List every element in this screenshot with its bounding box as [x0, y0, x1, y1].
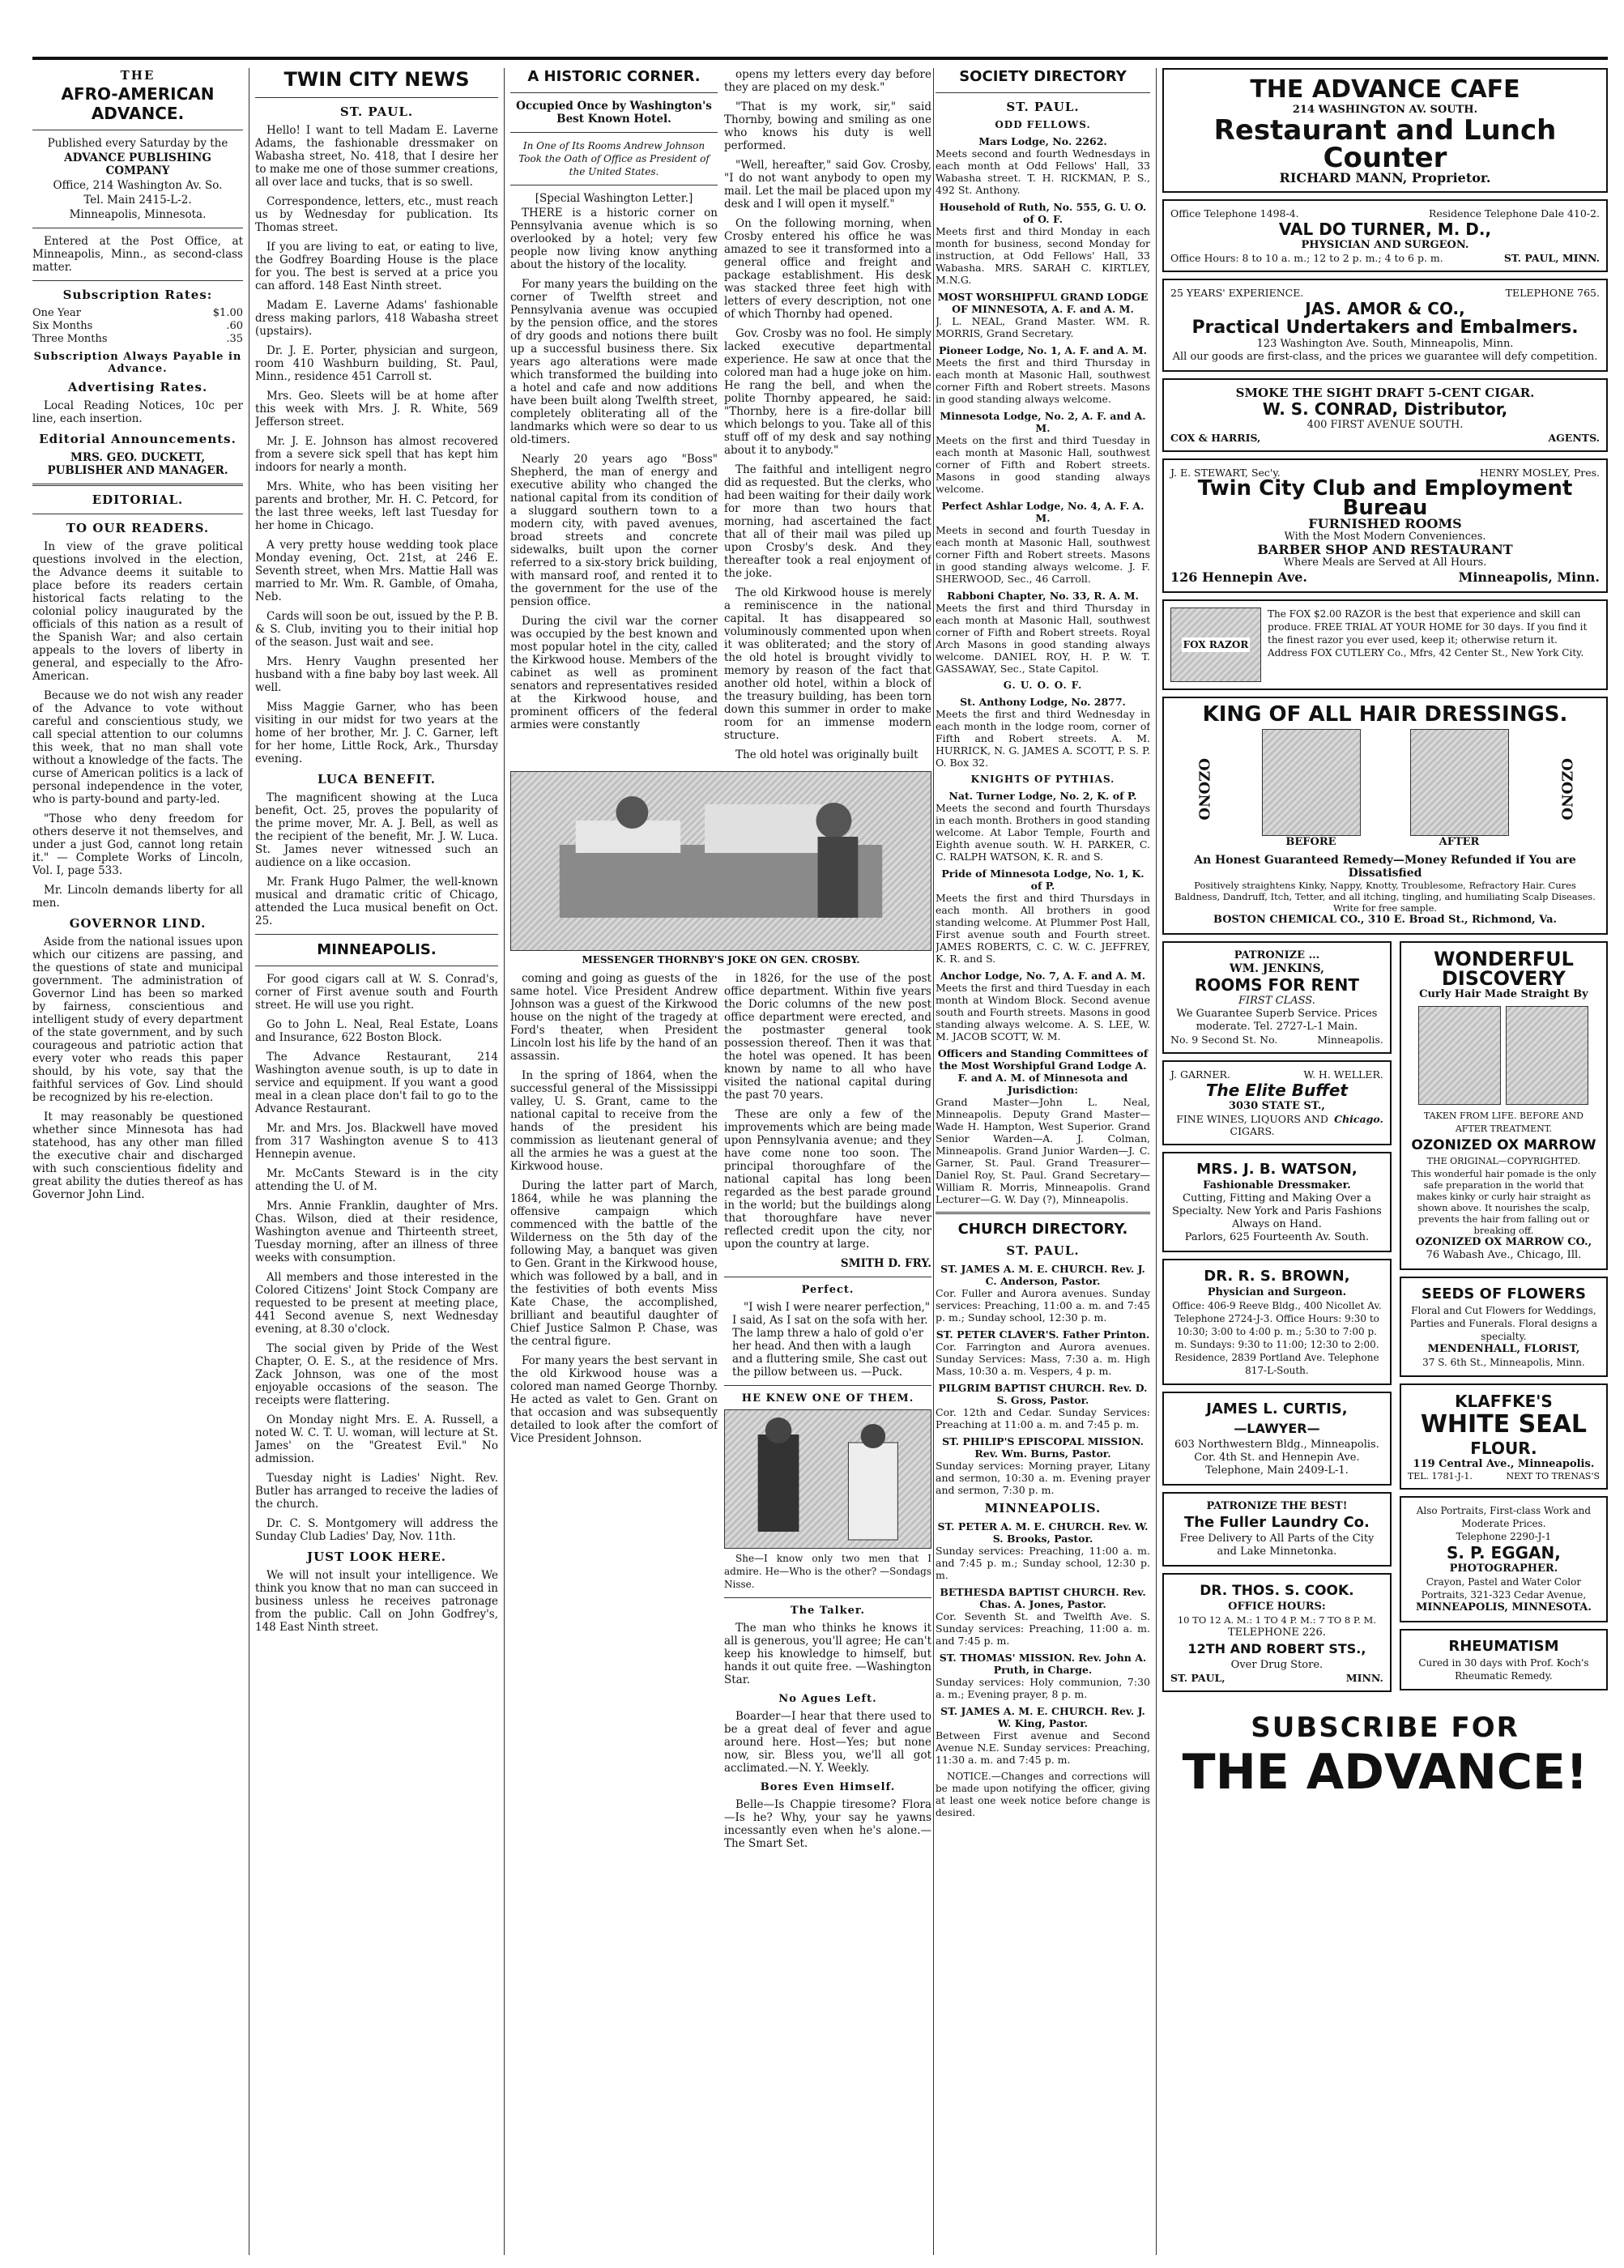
- luca-heading: LUCA BENEFIT.: [318, 772, 436, 787]
- entered-note: Entered at the Post Office, at Minneapolis, Minn., as second-class matter.: [32, 235, 243, 274]
- rheumatism-ad: RHEUMATISM Cured in 30 days with Prof. Koch's Rheumatic Remedy.: [1400, 1629, 1608, 1690]
- church-entry: PILGRIM BAPTIST CHURCH. Rev. D. S. Gross, Pastor. Cor. 12th and Cedar. Sunday Services: Preaching at 11:00 a. m. and 7:45 p. m.: [936, 1382, 1150, 1430]
- directory-notice: NOTICE.—Changes and corrections will be made upon notifying the officer, giving at least one week notice before change is desired.: [936, 1771, 1150, 1818]
- news-item: Cards will soon be out, issued by the P. B. & S. Club, inviting you to their initial hop of the season. Just wait and see.: [255, 610, 498, 649]
- subscribe-line-1: SUBSCRIBE FOR: [1251, 1712, 1520, 1744]
- news-item: Mr. McCants Steward is in the city attending the U. of M.: [255, 1167, 498, 1193]
- masthead-the: THE: [120, 68, 156, 83]
- directory-stpaul: ST. PAUL.: [1006, 100, 1080, 114]
- news-item: Mrs. Henry Vaughn presented her husband with a fine baby boy last week. All well.: [255, 655, 498, 694]
- club-meals: Where Meals are Served at All Hours.: [1283, 556, 1487, 569]
- church-directory-heading: CHURCH DIRECTORY.: [957, 1221, 1128, 1238]
- news-item: Go to John L. Neal, Real Estate, Loans and Insurance, 622 Boston Block.: [255, 1018, 498, 1044]
- news-item: Dr. C. S. Montgomery will address the Sunday Club Ladies' Day, Nov. 11th.: [255, 1517, 498, 1543]
- news-item: Miss Maggie Garner, who has been visiting in our midst for two years at the home of her brother, Mr. J. C. Garner, left for her home, Little Rock, Ark., Thursday evening.: [255, 701, 498, 765]
- article-paragraph: For many years the building on the corner of Twelfth street and Pennsylvania avenue was occupied by the pension office, and the stores of dry goods and notions there built up a successful business there. Six years ago alterations were made which transformed the building into a hotel and cafe and now additions have been built along Twelfth street, completely obliterating all of the landmarks which were so dear to us old-timers.: [510, 278, 718, 446]
- news-item: Mr. and Mrs. Jos. Blackwell have moved from 317 Washington avenue S to 413 Hennepin avenue.: [255, 1122, 498, 1161]
- news-item: Correspondence, letters, etc., must reach us by Wednesday for publication. Its Thomas street.: [255, 195, 498, 234]
- fox-razor-ad: [1162, 599, 1608, 690]
- lodge-entry: Mars Lodge, No. 2262. Meets second and fourth Wednesdays in each month at Odd Fellows' Hall, 33 Wabasha street. T. H. RICKMAN, P. S., 492 St. Anthony.: [936, 135, 1150, 196]
- guoof-heading: G. U. O. O. F.: [1003, 680, 1083, 691]
- news-item: We will not insult your intelligence. We think you know that no man can succeed in business unless he receives patronage from the public. Call on John Godfrey's, 148 East Ninth street.: [255, 1569, 498, 1634]
- article-paragraph: "That is my work, sir," said Thornby, bowing and smiling as one who knows his duty is well performed.: [724, 100, 931, 152]
- club-barber: BARBER SHOP AND RESTAURANT: [1257, 542, 1513, 557]
- buffet-name: The Elite Buffet: [1205, 1081, 1348, 1100]
- masthead-title: AFRO-AMERICAN ADVANCE.: [61, 84, 215, 123]
- cafe-proprietor: RICHARD MANN, Proprietor.: [1279, 170, 1491, 185]
- subscribe-line-2: THE ADVANCE!: [1182, 1744, 1588, 1801]
- rooms-headline: ROOMS FOR RENT: [1194, 975, 1359, 995]
- brown-physician-ad: DR. R. S. BROWN, Physician and Surgeon. Office: 406-9 Reeve Bldg., 400 Nicollet Av. Telephone 2724-J-3. Office Hours: 9:30 to 10:30; 3:00 to 4:00 p. m.; 5:30 to 7:00 p. m. Sundays: 9:30 to 11:00; 12:30 to 2:00. Residence, 2839 Portland Ave. Telephone 817-L-South.: [1162, 1259, 1392, 1385]
- news-item: The magnificent showing at the Luca benefit, Oct. 25, proves the popularity of the prime mover, Mr. A. J. Bell, as well as the recipient of the benefit, Mr. J. W. Luca. St. James never witnessed such an audience on a like occasion.: [255, 791, 498, 869]
- talker-text: The man who thinks he knows it all is generous, you'll agree; He can't keep his knowledge to himself, but hands it out quite free. —Washington Star.: [724, 1622, 931, 1686]
- amor-name: JAS. AMOR & CO.,: [1305, 299, 1465, 318]
- razor-icon: FOX RAZOR: [1170, 608, 1261, 682]
- before-portrait: [1418, 1006, 1501, 1105]
- article-paragraph: On the following morning, when Crosby entered his office he was amazed to see it transformed into a general office and freight and package establishment. His desk was stacked three feet high with letters of every description, not one of which Thornby had opened.: [724, 217, 931, 321]
- church-entry: BETHESDA BAPTIST CHURCH. Rev. Chas. A. Jones, Pastor. Cor. Seventh St. and Twelfth Ave. S. Sunday services: Preaching, 11:00 a. m. and 7:45 p. m.: [936, 1586, 1150, 1647]
- article-paragraph: The old Kirkwood house is merely a reminiscence in the national capital. It has disappeared so voluminously commented upon when it was obliterated; and the story of the old hotel is brought vividly to memory by reason of the fact that another old hotel, within a block of the treasury building, has been torn down this summer in order to make room for an immense modern structure.: [724, 586, 931, 742]
- cartoon-heading: HE KNEW ONE OF THEM.: [741, 1392, 914, 1405]
- cigar-headline: SMOKE THE SIGHT DRAFT 5-CENT CIGAR.: [1235, 386, 1535, 400]
- article-paragraph: "Well, hereafter," said Gov. Crosby, "I do not want anybody to open my mail. Let the mail be placed upon my desk and I will open it myself.": [724, 159, 931, 211]
- article-paragraph: During the civil war the corner was occupied by the best known and most popular hotel in the city, called the Kirkwood house. Members of the cabinet as well as prominent senators and representatives resided at the Kirkwood house, and prominent officers of the federal armies were constantly: [510, 615, 718, 731]
- church-entry: ST. THOMAS' MISSION. Rev. John A. Pruth, in Charge. Sunday services: Holy communion, 7:30 a. m.; Evening prayer, 8 p. m.: [936, 1652, 1150, 1700]
- stpaul-heading: ST. PAUL.: [339, 104, 414, 119]
- news-item: Mrs. White, who has been visiting her parents and brother, Mr. H. C. Petcord, for the last three weeks, left last Tuesday for her home in Chicago.: [255, 480, 498, 532]
- doctor-name: VAL DO TURNER, M. D.,: [1278, 220, 1492, 239]
- article-paragraph: in 1826, for the use of the post office department. Within five years the Doric columns of the new post office department were erected, and the postmaster general took possession thereof. Then it was that the hotel was opened. It has been known by name to all who have visited the national capital during the past 70 years.: [724, 972, 931, 1102]
- cafe-name: THE ADVANCE CAFE: [1250, 75, 1520, 104]
- jenkins-rooms-ad: PATRONIZE ... WM. JENKINS, ROOMS FOR RENT FIRST CLASS. We Guarantee Superb Service. Prices moderate. Tel. 2727-L-1 Main. No. 9 Second St. No. Minneapolis.: [1162, 941, 1392, 1054]
- poem-heading: Perfect.: [801, 1284, 855, 1296]
- curtis-lawyer-ad: JAMES L. CURTIS, —LAWYER— 603 Northwestern Bldg., Minneapolis. Cor. 4th St. and Hennepin Ave. Telephone, Main 2409-L-1.: [1162, 1392, 1392, 1486]
- directory-column: [936, 68, 1150, 2255]
- article-paragraph: opens my letters every day before they are placed on my desk.": [724, 68, 931, 94]
- article-byline: SMITH D. FRY.: [840, 1257, 931, 1270]
- article-paragraph: THERE is a historic corner on Pennsylvania avenue which is so overlooked by a hotel; very few people now living know anything about the history of the locality.: [510, 207, 718, 271]
- article-paragraph: Gov. Crosby was no fool. He simply lacked executive departmental experience. He saw at once that the colored man had a huge joke on him. He rang the bell, and when the polite Thornby appeared, he said: "Thornby, here is a fire-dollar bill which belongs to you. Take all of this stuff off of my desk and say nothing about it to anybody.": [724, 327, 931, 457]
- church-entry: ST. PHILIP'S EPISCOPAL MISSION. Rev. Wm. Burns, Pastor. Sunday services: Morning prayer, Litany and sermon, 10:30 a. m. Evening prayer and sermon, 7:30 p. m.: [936, 1435, 1150, 1496]
- poem-text: "I wish I were nearer perfection," I said, As I sat on the sofa with her. The lamp threw a halo of gold o'er her head. And then with a laugh and a fluttering smile, She cast out the pillow between us. —Puck.: [732, 1301, 931, 1379]
- club-modern: With the Most Modern Conveniences.: [1284, 531, 1486, 543]
- cafe-tagline: Restaurant and Lunch Counter: [1213, 114, 1557, 174]
- news-item: A very pretty house wedding took place Monday evening, Oct. 21st, at 246 E. Seventh street, when Mrs. Mattie Hall was married to Mr. Wm. R. Gamble, of Omaha, Neb.: [255, 539, 498, 603]
- amor-note: All our goods are first-class, and the prices we guarantee will defy competition.: [1172, 351, 1598, 363]
- article-paragraph: During the latter part of March, 1864, while he was planning the offensive campaign which commenced with the battle of the Wilderness on the 5th day of the following May, a banquet was given to Gen. Grant in the Kirkwood house, which was followed by a ball, and in the festivities of both events Miss Kate Chase, the accomplished, brilliant and beautiful daughter of Chief Justice Salmon P. Chase, was the central figure.: [510, 1179, 718, 1348]
- news-item: Mrs. Annie Franklin, daughter of Mrs. Chas. Wilson, died at their residence, Washington avenue and Thirteenth street, Tuesday morning, after an illness of three weeks with consumption.: [255, 1200, 498, 1264]
- article-paragraph: The faithful and intelligent negro did as requested. But the clerks, who had been waiting for their daily work for more than two hours that morning, had ascertained the fact that all of their mail was piled up upon Crosby's desk. And they thereafter took a real enjoyment of the joke.: [724, 463, 931, 580]
- twin-city-club-ad: J. E. STEWART, Sec'y. HENRY MOSLEY, Pres. Twin City Club and Employment Bureau FURNISHED ROOMS With the Most Modern Conveniences. BARBER SHOP AND RESTAURANT Where Meals are Served at All Hours. 126 Hennepin Ave. Minneapolis, Minn.: [1162, 458, 1608, 593]
- news-item: The social given by Pride of the West Chapter, O. E. S., at the residence of Mrs. Zack Johnson, was one of the most enjoyable occasions of the season. The receipts were flattering.: [255, 1342, 498, 1407]
- amor-undertakers-ad: 25 YEARS' EXPERIENCE. TELEPHONE 765. JAS. AMOR & CO., Practical Undertakers and Embalmers. 123 Washington Ave. South, Minneapolis, Minn. All our goods are first-class, and the prices we guarantee will defy competition.: [1162, 279, 1608, 372]
- after-portrait: [1506, 1006, 1588, 1105]
- twin-city-news-column: [255, 68, 498, 2255]
- news-item: Mr. J. E. Johnson has almost recovered from a severe sick spell that has kept him indoors for nearly a month.: [255, 435, 498, 474]
- publisher-line: MRS. GEO. DUCKETT, PUBLISHER AND MANAGER.: [47, 451, 228, 477]
- after-portrait: [1410, 729, 1509, 836]
- cigar-distributor: W. S. CONRAD, Distributor,: [1262, 399, 1508, 419]
- illustration-caption: MESSENGER THORNBY'S JOKE ON GEN. CROSBY.: [582, 954, 860, 966]
- advance-cafe-ad: [1162, 68, 1608, 193]
- lodge-entry: Pioneer Lodge, No. 1, A. F. and A. M. Meets the first and third Thursday in each month at Masonic Hall, southwest corner Fifth and Robert streets. Masons in good standing always welcome.: [936, 344, 1150, 405]
- knights-heading: KNIGHTS OF PYTHIAS.: [970, 774, 1115, 785]
- readers-paragraph: Because we do not wish any reader of the Advance to vote without careful and conscientious study, we call special attention to our columns this week, that no man shall vote without a knowledge of the facts. The curse of American politics is a lack of personal independence in the voter, who is party-bound and party-led.: [32, 689, 243, 806]
- publish-line: Office, 214 Washington Av. So.: [53, 179, 223, 192]
- lind-paragraph: It may reasonably be questioned whether since Minnesota has had statehood, has any other man filled the executive chair and discharged with such conscientious fidelity and great ability the duties thereof as has Governor John Lind.: [32, 1111, 243, 1201]
- minneapolis-heading: MINNEAPOLIS.: [317, 941, 437, 958]
- cook-physician-ad: DR. THOS. S. COOK. OFFICE HOURS: 10 TO 12 A. M.: 1 TO 4 P. M.: 7 TO 8 P. M. TELEPHONE 226. 12TH AND ROBERT STS., Over Drug Store. ST. PAUL, MINN.: [1162, 1573, 1392, 1692]
- church-entry: ST. JAMES A. M. E. CHURCH. Rev. J. W. King, Pastor. Between First avenue and Second Avenue N.E. Sunday services: Preaching, 11:30 a. m. and 7:45 p. m.: [936, 1705, 1150, 1766]
- odd-fellows-heading: ODD FELLOWS.: [995, 119, 1091, 130]
- bores-heading: Bores Even Himself.: [760, 1781, 896, 1793]
- agues-heading: No Agues Left.: [778, 1693, 877, 1705]
- masthead-column: [32, 68, 243, 2255]
- cartoon-image: [724, 1409, 931, 1549]
- publish-line: ADVANCE PUBLISHING COMPANY: [64, 151, 211, 177]
- amor-address: 123 Washington Ave. South, Minneapolis, Minn.: [1256, 338, 1514, 350]
- lodge-entry: Anchor Lodge, No. 7, A. F. and A. M. Meets the first and third Tuesday in each month at Windom Block. Second avenue south and Fourth streets. Masons in good standing always welcome. A. S. LEE, W. M. JACOB SCOTT, W. M.: [936, 970, 1150, 1042]
- rate-row: Six Months .60: [32, 320, 243, 332]
- cigar-address: 400 FIRST AVENUE SOUTH.: [1306, 419, 1464, 431]
- advertisements-column: [1162, 68, 1608, 2255]
- conrad-cigar-ad: SMOKE THE SIGHT DRAFT 5-CENT CIGAR. W. S. CONRAD, Distributor, 400 FIRST AVENUE SOUTH. COX & HARRIS, AGENTS.: [1162, 378, 1608, 452]
- cartoon-caption: She—I know only two men that I admire. He—Who is the other? —Sondags Nisse.: [724, 1553, 931, 1590]
- article-paragraph: These are only a few of the improvements which are being made upon Pennsylvania avenue; and they have come none too soon. The principal thoroughfare of the national capital has long been regarded as the best parade ground in the world; but the buildings along that thoroughfare have never reflected credit upon the city, nor upon the country at large.: [724, 1108, 931, 1251]
- mendenhall-florist-ad: SEEDS OF FLOWERS Floral and Cut Flowers for Weddings, Parties and Funerals. Floral designs a specialty. MENDENHALL, FLORIST, 37 S. 6th St., Minneapolis, Minn.: [1400, 1277, 1608, 1377]
- lodge-entry: St. Anthony Lodge, No. 2877. Meets the first and third Wednesday in each month in the lodge room, corner of Fifth and Robert streets. A. M. HURRICK, N. G. JAMES A. SCOTT, P. S. P. O. Box 32.: [936, 696, 1150, 769]
- club-rooms: FURNISHED ROOMS: [1308, 516, 1462, 531]
- news-item: The Advance Restaurant, 214 Washington avenue south, is up to date in service and equipment. If you want a good meal in a clean place don't fail to go to the Advance Restaurant.: [255, 1051, 498, 1115]
- hair-text: Positively straightens Kinky, Nappy, Knotty, Troublesome, Refractory Hair. Cures Baldness, Dandruff, Itch, Tetter, and all itching, tingling, and humiliating Scalp Diseases. Write for free sample.: [1174, 880, 1596, 914]
- twin-city-news-title: TWIN CITY NEWS: [283, 68, 470, 91]
- amor-tagline: Practical Undertakers and Embalmers.: [1191, 318, 1579, 338]
- editorial-heading: EDITORIAL.: [92, 492, 184, 507]
- readers-heading: TO OUR READERS.: [66, 521, 210, 535]
- advertising-text: Local Reading Notices, 10c per line, each insertion.: [32, 399, 243, 425]
- publish-line: Published every Saturday by the: [47, 137, 228, 150]
- lind-paragraph: Aside from the national issues upon which our citizens are passing, and the questions of state and municipal government. The administration of Governor Lind has been so marked by fairness, conscientious and intelligent study of every department of the state government, and by such courageous and patriotic action that every voter who reads this paper should, by his vote, say that the faithful services of Gov. Lind should be recognized by his re-election.: [32, 936, 243, 1104]
- rates-table: [32, 307, 243, 346]
- historic-corner-article: [510, 68, 931, 2255]
- lodge-entry: Perfect Ashlar Lodge, No. 4, A. F. A. M. Meets in second and fourth Tuesday in each month at Masonic Hall, southwest corner Fifth and Robert streets. Masons in good standing always welcome. J. F. SHERWOOD, Sec., 46 Carroll.: [936, 500, 1150, 585]
- news-item: For good cigars call at W. S. Conrad's, corner of First avenue south and Fourth street. He will use you right.: [255, 973, 498, 1012]
- church-entry: ST. JAMES A. M. E. CHURCH. Rev. J. C. Anderson, Pastor. Cor. Fuller and Aurora avenues. Sunday services: Preaching, 11:00 a. m. and 7:45 p. m.; Sunday school, 12:30 p. m.: [936, 1263, 1150, 1324]
- publish-info: [32, 137, 243, 221]
- ozono-label: OZONO: [1558, 757, 1575, 821]
- news-item: All members and those interested in the Colored Citizens' Joint Stock Company are requested to be present at meeting place, 441 Second avenue S, next Wednesday evening, at 8.30 o'clock.: [255, 1271, 498, 1336]
- advertising-heading: Advertising Rates.: [67, 380, 208, 394]
- ox-marrow-ad: WONDERFUL DISCOVERY Curly Hair Made Straight By TAKEN FROM LIFE. BEFORE AND AFTER TREATMENT. OZONIZED OX MARROW THE ORIGINAL—COPYRIGHTED. This wonderful hair pomade is the only safe preparation in the world that makes kinky or curly hair straight as shown above. It nourishes the scalp, prevents the hair from falling out or breaking off. OZONIZED OX MARROW CO., 76 Wabash Ave., Chicago, Ill.: [1400, 941, 1608, 1270]
- lind-heading: GOVERNOR LIND.: [69, 916, 207, 931]
- ozono-label: OZONO: [1195, 757, 1213, 821]
- bores-text: Belle—Is Chappie tiresome? Flora—Is he? Why, your say he yawns incessantly even when he's alone.—The Smart Set.: [724, 1798, 931, 1850]
- rate-row: One Year $1.00: [32, 307, 243, 319]
- hair-headline: KING OF ALL HAIR DRESSINGS.: [1202, 702, 1568, 727]
- doctor-title: PHYSICIAN AND SURGEON.: [1301, 239, 1469, 251]
- church-entry: ST. PETER CLAVER'S. Father Printon. Cor. Farrington and Aurora avenues. Sunday Services: Mass, 7:30 a. m. High Mass, 10:30 a. m. Vespers, 4 p. m.: [936, 1328, 1150, 1377]
- readers-paragraph: "Those who deny freedom for others deserve it not themselves, and under a just God, cannot long retain it." — Complete Works of Lincoln, Vol. I, page 533.: [32, 812, 243, 877]
- article-paragraph: The old hotel was originally built: [735, 748, 919, 761]
- fuller-laundry-ad: PATRONIZE THE BEST! The Fuller Laundry Co. Free Delivery to All Parts of the City and Lake Minnetonka.: [1162, 1492, 1392, 1567]
- publish-line: Minneapolis, Minnesota.: [69, 208, 207, 221]
- news-item: Mr. Frank Hugo Palmer, the well-known musical and dramatic critic of Chicago, attended the Luca musical benefit on Oct. 25.: [255, 876, 498, 927]
- article-paragraph: Nearly 20 years ago "Boss" Shepherd, the man of energy and executive ability who changed the national capital from its condition of a sluggard southern town to a modern city, with paved avenues, broad streets and concrete sidewalks, built upon the corner referred to a six-story brick building, with mansard roof, and rented it to the government for the use of the pension office.: [510, 453, 718, 608]
- newspaper-page: [32, 57, 1608, 2259]
- ozono-hair-ad: KING OF ALL HAIR DRESSINGS. OZONO BEFORE AFTER OZONO An Honest Guaranteed Remedy—Money Refunded if You are Dissatisfied Positively straightens Kinky, Nappy, Knotty, Troublesome, Refractory Hair. Cures Baldness, Dandruff, Itch, Tetter, and all itching, tingling, and humiliating Scalp Diseases. Write for free sample. BOSTON CHEMICAL CO., 310 E. Broad St., Richmond, Va.: [1162, 697, 1608, 935]
- article-dateline: [Special Washington Letter.]: [535, 192, 693, 205]
- klaffke-flour-ad: KLAFFKE'S WHITE SEAL FLOUR. 119 Central Ave., Minneapolis. TEL. 1781-J-1. NEXT TO TRENAS'S: [1400, 1383, 1608, 1490]
- article-headline: A HISTORIC CORNER.: [527, 68, 701, 85]
- subscription-note: Subscription Always Payable in Advance.: [33, 351, 242, 375]
- news-item: Madam E. Laverne Adams' fashionable dress making parlors, 418 Wabasha street (upstairs).: [255, 299, 498, 338]
- subscription-heading: Subscription Rates:: [62, 288, 213, 302]
- lodge-entry: Pride of Minnesota Lodge, No. 1, K. of P. Meets the first and third Thursdays in each month. All brothers in good standing welcome. At Plummer Post Hall, First avenue south and Fourth street. JAMES ROBERTS, C. C. W. C. JEFFREY, K. R. and S.: [936, 868, 1150, 965]
- news-item: Tuesday night is Ladies' Night. Rev. Butler has arranged to receive the ladies of the church.: [255, 1472, 498, 1511]
- article-paragraph: For many years the best servant in the old Kirkwood house was a colored man named George Thornby. He acted as valet to Gen. Grant on that occasion and was subsequently detailed to look after the comfort of Vice President Johnson.: [510, 1354, 718, 1445]
- cafe-address: 214 WASHINGTON AV. SOUTH.: [1292, 104, 1478, 116]
- club-name: Twin City Club and Employment Bureau: [1197, 476, 1573, 520]
- news-item: Hello! I want to tell Madam E. Laverne Adams, the fashionable dressmaker on Wabasha street, No. 418, that I desire her to make me one of those summer creations, all over lace and tucks, that is so swell.: [255, 124, 498, 189]
- news-item: Mrs. Geo. Sleets will be at home after this week with Mrs. J. R. White, 569 Jefferson street.: [255, 390, 498, 428]
- watson-dressmaker-ad: MRS. J. B. WATSON, Fashionable Dressmaker. Cutting, Fitting and Making Over a Specialty. New York and Paris Fashions Always on Hand. Parlors, 625 Fourteenth Av. South.: [1162, 1152, 1392, 1252]
- lodge-entry: Minnesota Lodge, No. 2, A. F. and A. M. Meets on the first and third Tuesday in each month at Masonic Hall, southwest corner of Fifth and Robert streets. Masons in good standing always welcome.: [936, 410, 1150, 495]
- readers-paragraph: In view of the grave political questions involved in the election, the Advance deems it suitable to place before its readers certain historical facts relating to the colonial policy inaugurated by the officials of this nation as a result of the Spanish War; and also certain appeals to the lovers of liberty in general, and especially to the Afro-American.: [32, 540, 243, 683]
- news-item: If you are living to eat, or eating to live, the Godfrey Boarding House is the place for you. The best is served at a price you can afford. 148 East Ninth street.: [255, 241, 498, 292]
- readers-paragraph: Mr. Lincoln demands liberty for all men.: [32, 884, 243, 910]
- elite-buffet-ad: J. GARNER. W. H. WELLER. The Elite Buffet 3030 STATE ST., FINE WINES, LIQUORS AND CIGARS. Chicago.: [1162, 1060, 1392, 1145]
- razor-text: The FOX $2.00 RAZOR is the best that experience and skill can produce. FREE TRIAL AT YOUR HOME for 30 days. If you find it the finest razor you ever used, keep it; otherwise return it. Address FOX CUTLERY Co., Mfrs, 42 Center St., New York City.: [1268, 608, 1588, 659]
- publish-line: Tel. Main 2415-L-2.: [83, 194, 192, 207]
- church-entry: ST. PETER A. M. E. CHURCH. Rev. W. S. Brooks, Pastor. Sunday services: Preaching, 11:00 a. m. and 7:45 p. m.; Sunday school, 12:30 p. m.: [936, 1520, 1150, 1581]
- news-item: On Monday night Mrs. E. A. Russell, a noted W. C. T. U. woman, will lecture at St. James' on the "Greatest Evil." No admission.: [255, 1413, 498, 1465]
- lodge-entry: Rabboni Chapter, No. 33, R. A. M. Meets the first and third Thursday in each month at Masonic Hall, southwest corner of Fifth and Robert streets. Royal Arch Masons in good standing always welcome. DANIEL ROY, H. P. W. T. GASSAWAY, Sec., State Capitol.: [936, 590, 1150, 675]
- rate-row: Three Months .35: [32, 333, 243, 345]
- editorial-ann-heading: Editorial Announcements.: [39, 432, 237, 446]
- talker-heading: The Talker.: [790, 1605, 866, 1617]
- turner-physician-ad: Office Telephone 1498-4. Residence Telephone Dale 410-2. VAL DO TURNER, M. D., PHYSICIAN AND SURGEON. Office Hours: 8 to 10 a. m.; 12 to 2 p. m.; 4 to 6 p. m. ST. PAUL, MINN.: [1162, 199, 1608, 272]
- lodge-entry: MOST WORSHIPFUL GRAND LODGE OF MINNESOTA, A. F. and A. M. J. L. NEAL, Grand Master. WM. R. MORRIS, Grand Secretary.: [936, 291, 1150, 339]
- society-directory-heading: SOCIETY DIRECTORY: [959, 68, 1127, 85]
- news-item: Dr. J. E. Porter, physician and surgeon, room 410 Washburn building, St. Paul, Minn., residence 451 Carroll st.: [255, 344, 498, 383]
- lodge-entry: Household of Ruth, No. 555, G. U. O. of O. F. Meets first and third Monday in each month for business, second Monday for instruction, at Odd Fellows' Hall, 33 Wabasha. MRS. SARAH C. KIRTLEY, M.N.G.: [936, 201, 1150, 286]
- eggan-photographer-ad: Also Portraits, First-class Work and Moderate Prices. Telephone 2290-J-1 S. P. EGGAN, PHOTOGRAPHER. Crayon, Pastel and Water Color Portraits, 321-323 Cedar Avenue, MINNEAPOLIS, MINNESOTA.: [1400, 1496, 1608, 1622]
- article-paragraph: In the spring of 1864, when the successful general of the Mississippi valley, U. S. Grant, came to the national capital to receive from the hands of the president his commission as lieutenant general of all the armies he was a guest at the Kirkwood house.: [510, 1069, 718, 1173]
- lodge-entry: Nat. Turner Lodge, No. 2, K. of P. Meets the second and fourth Thursdays in each month. Brothers in good standing welcome. At Labor Temple, Fourth and Eighth avenue south. W. H. PARKER, C. C. RALPH WATSON, K. R. and S.: [936, 790, 1150, 863]
- look-heading: JUST LOOK HERE.: [306, 1550, 447, 1564]
- hair-company: BOSTON CHEMICAL CO., 310 E. Broad St., Richmond, Va.: [1213, 914, 1558, 926]
- article-subhead: Occupied Once by Washington's Best Known Hotel.: [516, 100, 712, 126]
- article-paragraph: coming and going as guests of the same hotel. Vice President Andrew Johnson was a guest of the Kirkwood house on the night of the tragedy at Ford's theater, when President Lincoln lost his life by the hand of an assassin.: [510, 972, 718, 1063]
- before-portrait: [1262, 729, 1361, 836]
- church-stpaul: ST. PAUL.: [1006, 1243, 1080, 1258]
- hair-tagline: An Honest Guaranteed Remedy—Money Refunded if You are Dissatisfied: [1194, 854, 1576, 880]
- article-subhead-2: In One of Its Rooms Andrew Johnson Took the Oath of Office as President of the United States.: [518, 140, 710, 177]
- lodge-entry: Officers and Standing Committees of the Most Worshipful Grand Lodge A. F. and A. M. of Minnesota and Jurisdiction: Grand Master—John L. Neal, Minneapolis. Deputy Grand Master—Wade H. Hampton, West Superior. Grand Senior Warden—A. J. Colman, Minneapolis. Grand Junior Warden—J. C. Garner, St. Paul. Grand Treasurer—Daniel Roy, St. Paul. Grand Secretary—William R. Morris, Minneapolis. Grand Lecturer—G. W. Day (?), Minneapolis.: [936, 1047, 1150, 1205]
- illustration-image: [510, 771, 931, 951]
- wonder-headline: WONDERFUL DISCOVERY: [1433, 948, 1574, 990]
- agues-text: Boarder—I hear that there used to be a great deal of fever and ague around here. Host—Yes; but none now, sir. Bless you, we'll all got acclimated.—N. Y. Weekly.: [724, 1710, 931, 1775]
- church-minneapolis: MINNEAPOLIS.: [984, 1501, 1102, 1516]
